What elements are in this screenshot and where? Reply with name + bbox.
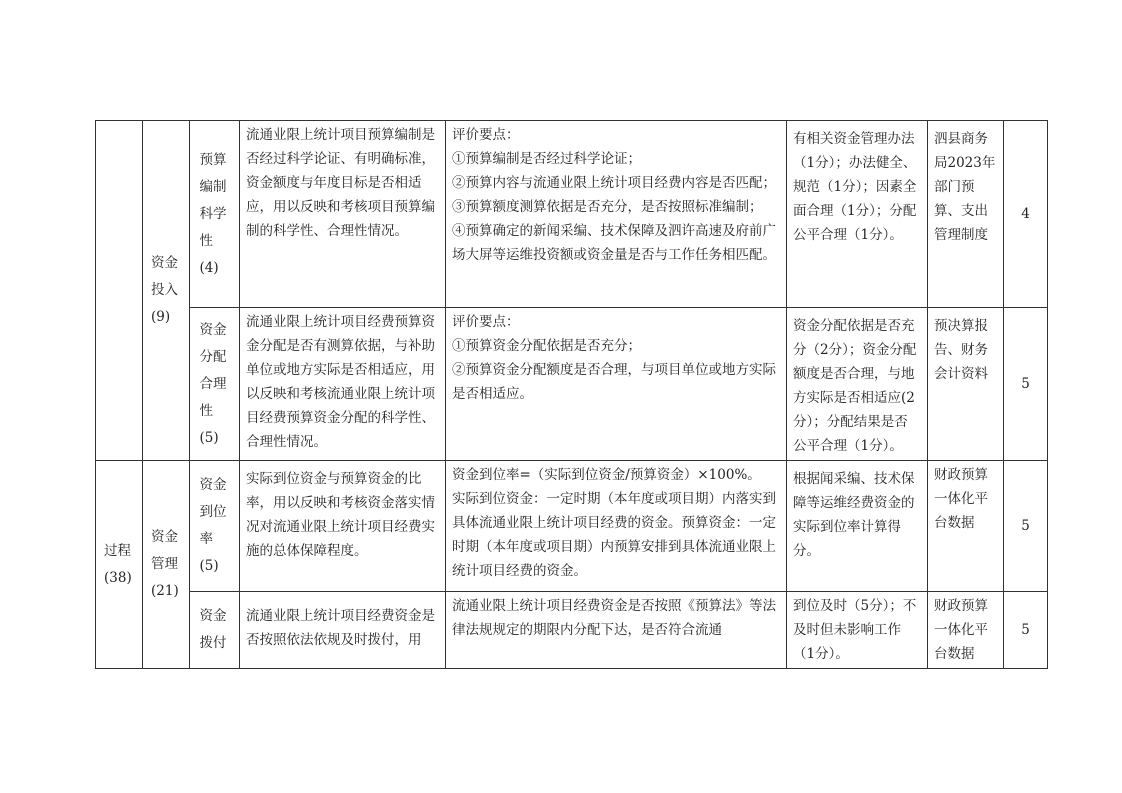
level3-label: 资金拨付 [199, 608, 227, 651]
score-value: 5 [1021, 622, 1030, 638]
level3-label: 资金分配合理性(5) [199, 321, 227, 446]
level2-label: 资金投入(9) [151, 255, 178, 325]
scoring-cell [787, 592, 928, 669]
criteria-line: ②预算资金分配额度是否合理，与项目单位或地方实际是否相适应。 [452, 362, 776, 402]
score-value: 5 [1021, 518, 1030, 534]
evaluation-table [95, 120, 1048, 669]
table-row [96, 308, 1048, 461]
description-text: 流通业限上统计项目经费资金是否按照依法依规及时拨付，用 [246, 608, 435, 648]
criteria-line: ②预算内容与流通业限上统计项目经费内容是否匹配； [452, 175, 776, 191]
score-cell [1004, 121, 1048, 308]
level3-label: 预算编制科学性(4) [199, 151, 227, 276]
scoring-text: 到位及时（5分）；不及时但未影响工作（1分）。 [793, 598, 917, 662]
level3-cell [190, 121, 240, 308]
level2-cell [143, 461, 190, 669]
source-text: 预决算报告、财务会计资料 [934, 318, 988, 382]
source-text: 泗县商务局2023年部门预算、支出管理制度 [934, 131, 996, 243]
level1-cell [96, 461, 143, 669]
scoring-cell [787, 308, 928, 461]
score-cell [1004, 461, 1048, 592]
source-cell [928, 121, 1004, 308]
criteria-line: 评价要点： [452, 314, 520, 330]
description-cell [240, 592, 446, 669]
score-value: 5 [1021, 376, 1030, 392]
scoring-text: 有相关资金管理办法（1分）；办法健全、规范（1分）；因素全面合理（1分）；分配公平合理（1分）。 [793, 131, 917, 243]
scoring-text: 资金分配依据是否充分（2分）；资金分配额度是否合理，与地方实际是否相适应(2分）；分配结果是否公平合理（1分）。 [793, 318, 917, 454]
criteria-line: 资金到位率=（实际到位资金/预算资金）×100%。 [452, 467, 761, 483]
description-text: 流通业限上统计项目预算编制是否经过科学论证、有明确标准，资金额度与年度目标是否相适应，用以反映和考核项目预算编制的科学性、合理性情况。 [246, 127, 435, 239]
criteria-line: ③预算额度测算依据是否充分，是否按照标准编制； [452, 199, 763, 215]
description-text: 流通业限上统计项目经费预算资金分配是否有测算依据，与补助单位或地方实际是否相适应，用以反映和考核流通业限上统计项目经费预算资金分配的科学性、合理性情况。 [246, 314, 435, 450]
description-cell [240, 308, 446, 461]
level1-cell [96, 121, 143, 461]
criteria-line: 评价要点： [452, 127, 520, 143]
criteria-line: ①预算资金分配依据是否充分； [452, 338, 641, 354]
source-text: 财政预算一体化平台数据 [934, 598, 988, 662]
level3-cell [190, 308, 240, 461]
score-value: 4 [1021, 206, 1030, 222]
table-row [96, 121, 1048, 308]
scoring-cell [787, 121, 928, 308]
source-text: 财政预算一体化平台数据 [934, 467, 988, 531]
level3-cell [190, 461, 240, 592]
description-cell [240, 461, 446, 592]
criteria-cell [446, 121, 787, 308]
level1-label: 过程(38) [104, 542, 132, 586]
scoring-cell [787, 461, 928, 592]
criteria-line: ①预算编制是否经过科学论证； [452, 151, 641, 167]
criteria-cell [446, 592, 787, 669]
source-cell [928, 592, 1004, 669]
level3-cell [190, 592, 240, 669]
level3-label: 资金到位率(5) [199, 477, 227, 574]
source-cell [928, 308, 1004, 461]
source-cell [928, 461, 1004, 592]
criteria-cell [446, 461, 787, 592]
score-cell [1004, 592, 1048, 669]
table-row [96, 592, 1048, 669]
criteria-line: ④预算确定的新闻采编、技术保障及泗许高速及府前广场大屏等运维投资额或资金量是否与工作任务相匹配。 [452, 223, 776, 263]
table-row [96, 461, 1048, 592]
level2-label: 资金管理(21) [151, 529, 179, 599]
criteria-cell [446, 308, 787, 461]
description-cell [240, 121, 446, 308]
scoring-text: 根据闻采编、技术保障等运维经费资金的实际到位率计算得分。 [793, 471, 915, 559]
level2-cell [143, 121, 190, 461]
criteria-line: 流通业限上统计项目经费资金是否按照《预算法》等法律法规规定的期限内分配下达，是否符合流通 [452, 598, 776, 638]
criteria-line: 实际到位资金：一定时期（本年度或项目期）内落实到具体流通业限上统计项目经费的资金。预算资金：一定时期（本年度或项目期）内预算安排到具体流通业限上统计项目经费的资金。 [452, 491, 776, 579]
score-cell [1004, 308, 1048, 461]
description-text: 实际到位资金与预算资金的比率，用以反映和考核资金落实情况对流通业限上统计项目经费实施的总体保障程度。 [246, 471, 435, 559]
